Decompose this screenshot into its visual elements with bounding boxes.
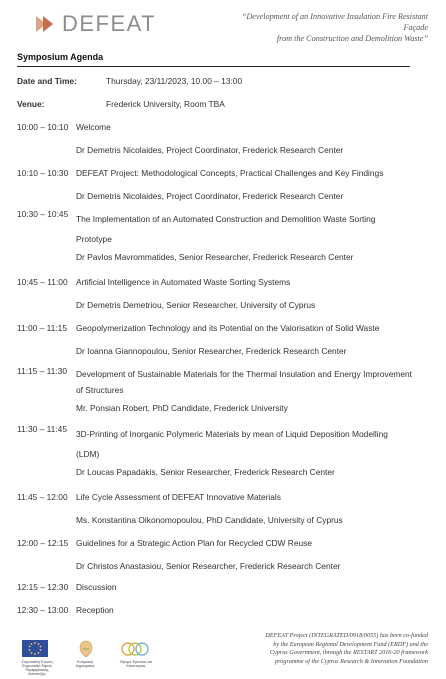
agenda-item xyxy=(17,323,412,368)
agenda-time: 10:45 – 11:00 xyxy=(17,277,68,287)
agenda-speaker: Mr. Ponsian Robert, PhD Candidate, Frederick University xyxy=(76,403,288,413)
agenda-time: 12:15 – 12:30 xyxy=(17,582,69,592)
venue-label: Venue: xyxy=(17,99,45,109)
agenda-item xyxy=(17,582,412,605)
agenda-time: 10:10 – 10:30 xyxy=(17,168,69,178)
venue-value: Frederick University, Room TBA xyxy=(106,99,225,109)
agenda-time: 12:30 – 13:00 xyxy=(17,605,69,615)
agenda-item xyxy=(17,492,412,538)
agenda-list xyxy=(17,122,412,621)
agenda-talk: Life Cycle Assessment of DEFEAT Innovative Materials xyxy=(76,492,281,502)
agenda-speaker: Dr Demetris Nicolaides, Project Coordinator, Frederick Research Center xyxy=(76,145,344,155)
agenda-talk: Discussion xyxy=(76,582,117,592)
agenda-speaker: Dr Demetris Nicolaides, Project Coordinator, Frederick Research Center xyxy=(76,191,344,201)
agenda-talk: Guidelines for a Strategic Action Plan for Recycled CDW Reuse xyxy=(76,538,312,548)
defeat-logo-icon xyxy=(36,14,58,34)
agenda-speaker: Ms. Konstantina Oikonomopoulou, PhD Candidate, University of Cyprus xyxy=(76,515,343,525)
agenda-talk: Geopolymerization Technology and its Potential on the Valorisation of Solid Waste xyxy=(76,323,380,333)
agenda-time: 11:30 – 11:45 xyxy=(17,424,67,434)
funding-logos xyxy=(21,640,182,676)
agenda-speaker: Dr Loucas Papadakis, Senior Researcher, Frederick Research Center xyxy=(76,467,335,477)
defeat-logo xyxy=(36,11,156,37)
agenda-talk: 3D-Printing of Inorganic Polymeric Materials by mean of Liquid Deposition Modelling (LDM) xyxy=(76,429,388,459)
agenda-item xyxy=(17,277,412,323)
agenda-time: 11:15 – 11:30 xyxy=(17,366,67,376)
agenda-time: 10:30 – 10:45 xyxy=(17,209,69,219)
eu-flag-icon xyxy=(22,640,48,657)
agenda-talk: The Implementation of an Automated Construction and Demolition Waste Sorting Prototype xyxy=(76,214,376,244)
agenda-time: 11:45 – 12:00 xyxy=(17,492,68,502)
funding-line: DEFEAT Project (INTEGRATED/0918/0055) has been co-funded xyxy=(265,632,428,639)
date-label: Date and Time: xyxy=(17,76,77,86)
agenda-talk: Development of Sustainable Materials for the Thermal Insulation and Energy Improvement of Structures xyxy=(76,369,412,395)
agenda-time: 10:00 – 10:10 xyxy=(17,122,69,132)
agenda-time: 12:00 – 12:15 xyxy=(17,538,69,548)
agenda-talk: DEFEAT Project: Methodological Concepts, Practical Challenges and Key Findings xyxy=(76,168,384,178)
tagline-line: “Development of an Innovative Insulation Fire Resistant Façade xyxy=(241,12,428,32)
agenda-item xyxy=(17,538,412,582)
funding-line: programme of the Cyprus Research & Innovation Foundation xyxy=(274,657,428,665)
cyprus-emblem-icon xyxy=(78,640,94,658)
agenda-time: 11:00 – 11:15 xyxy=(17,323,67,333)
rif-caption: Ίδρυμα Έρευνας και Καινοτομίας xyxy=(119,660,153,668)
agenda-talk: Welcome xyxy=(76,122,111,132)
agenda-item xyxy=(17,122,412,168)
agenda-talk: Reception xyxy=(76,605,114,615)
agenda-speaker: Dr Pavlos Mavrommatides, Senior Researcher, Frederick Research Center xyxy=(76,252,354,262)
date-value: Thursday, 23/11/2023, 10.00 – 13:00 xyxy=(106,76,243,86)
agenda-item xyxy=(17,605,412,621)
funding-statement xyxy=(228,632,428,666)
agenda-talk: Artificial Intelligence in Automated Waste Sorting Systems xyxy=(76,277,291,287)
funding-line: Cyprus Government, through the RESTART 2016-20 framework xyxy=(269,649,428,657)
agenda-speaker: Dr Demetris Demetriou, Senior Researcher, University of Cyprus xyxy=(76,300,316,310)
rif-logo-icon xyxy=(118,640,152,658)
funding-line: by the European Regional Development Fund (ERDF) and the xyxy=(273,640,428,648)
logo-text: DEFEAT xyxy=(62,11,157,36)
title-divider xyxy=(17,66,410,67)
agenda-item xyxy=(17,366,412,428)
agenda-title: Symposium Agenda xyxy=(17,52,104,62)
agenda-item xyxy=(17,424,412,492)
project-tagline xyxy=(218,11,428,44)
agenda-speaker: Dr Ioanna Giannopoulou, Senior Researcher, Frederick Research Center xyxy=(76,346,347,356)
agenda-item xyxy=(17,168,412,213)
eu-caption: Ευρωπαϊκή Ένωση Ευρωπαϊκό Ταμείο Περιφερειακής Ανάπτυξης xyxy=(21,660,53,676)
agenda-speaker: Dr Christos Anastasiou, Senior Researcher, Frederick Research Center xyxy=(76,561,341,571)
tagline-line: from the Construction and Demolition Waste” xyxy=(276,34,428,43)
cyprus-caption: Κυπριακή Δημοκρατία xyxy=(75,660,95,668)
document-header xyxy=(0,0,446,48)
agenda-item xyxy=(17,209,412,277)
